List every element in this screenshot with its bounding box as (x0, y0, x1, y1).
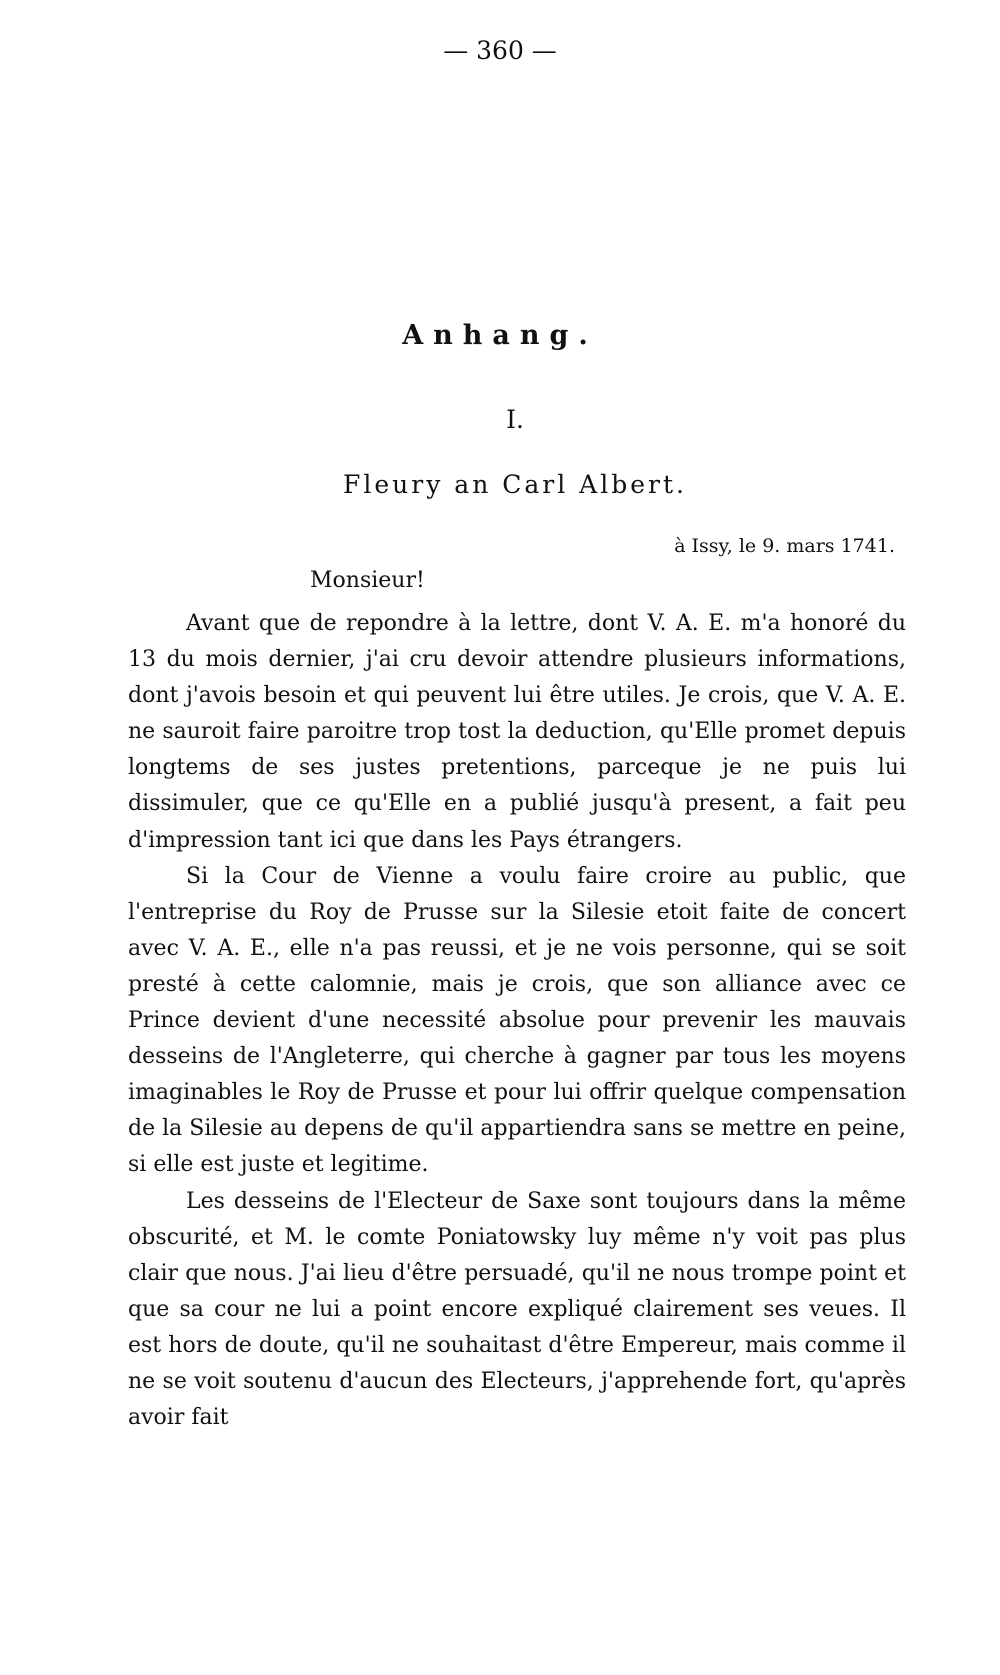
paragraph: Avant que de repondre à la lettre, dont V. A. E. m'a honoré du 13 du mois dernier, j'ai cru devoir attendre plusieurs informations, dont j'avois besoin et qui peuvent lui être utiles. Je crois, que V. A. E. ne sauroit faire paroitre trop tost la deduction, qu'Elle promet depuis longtems de ses justes pretentions, parceque je ne puis lui dissimuler, que ce qu'Elle en a publié jusqu'à present, a fait peu d'impression tant ici que dans les Pays étrangers. (128, 611, 906, 853)
paragraph: Si la Cour de Vienne a voulu faire croire au public, que l'entreprise du Roy de Prusse sur la Silesie etoit faite de concert avec V. A. E., elle n'a pas reussi, et je ne vois personne, qui se soit presté à cette calomnie, mais je crois, que son alliance avec ce Prince devient d'une necessité absolue pour prevenir les mauvais desseins de l'Angleterre, qui cherche à gagner par tous les moyens imaginables le Roy de Prusse et pour lui offrir quelque compensation de la Silesie au depens de qu'il appartiendra sans se mettre en peine, si elle est juste et legitime. (128, 863, 906, 1178)
section-heading: Anhang. (402, 320, 598, 351)
page-number: — 360 — (443, 36, 557, 65)
letter-title: Fleury an Carl Albert. (343, 470, 687, 499)
section-numeral: I. (506, 405, 524, 434)
paragraph: Les desseins de l'Electeur de Saxe sont toujours dans la même obscurité, et M. le comte Poniatowsky luy même n'y voit pas plus clair que nous. J'ai lieu d'être persuadé, qu'il ne nous trompe point et que sa cour ne lui a point encore expliqué clairement ses veues. Il est hors de doute, qu'il ne souhaitast d'être Empereur, mais comme il ne se voit soutenu d'aucun des Electeurs, j'apprehende fort, qu'après avoir fait (128, 1188, 906, 1431)
letter-salutation: Monsieur! (310, 568, 425, 593)
letter-body (128, 606, 906, 1436)
letter-place-date: à Issy, le 9. mars 1741. (674, 535, 895, 557)
